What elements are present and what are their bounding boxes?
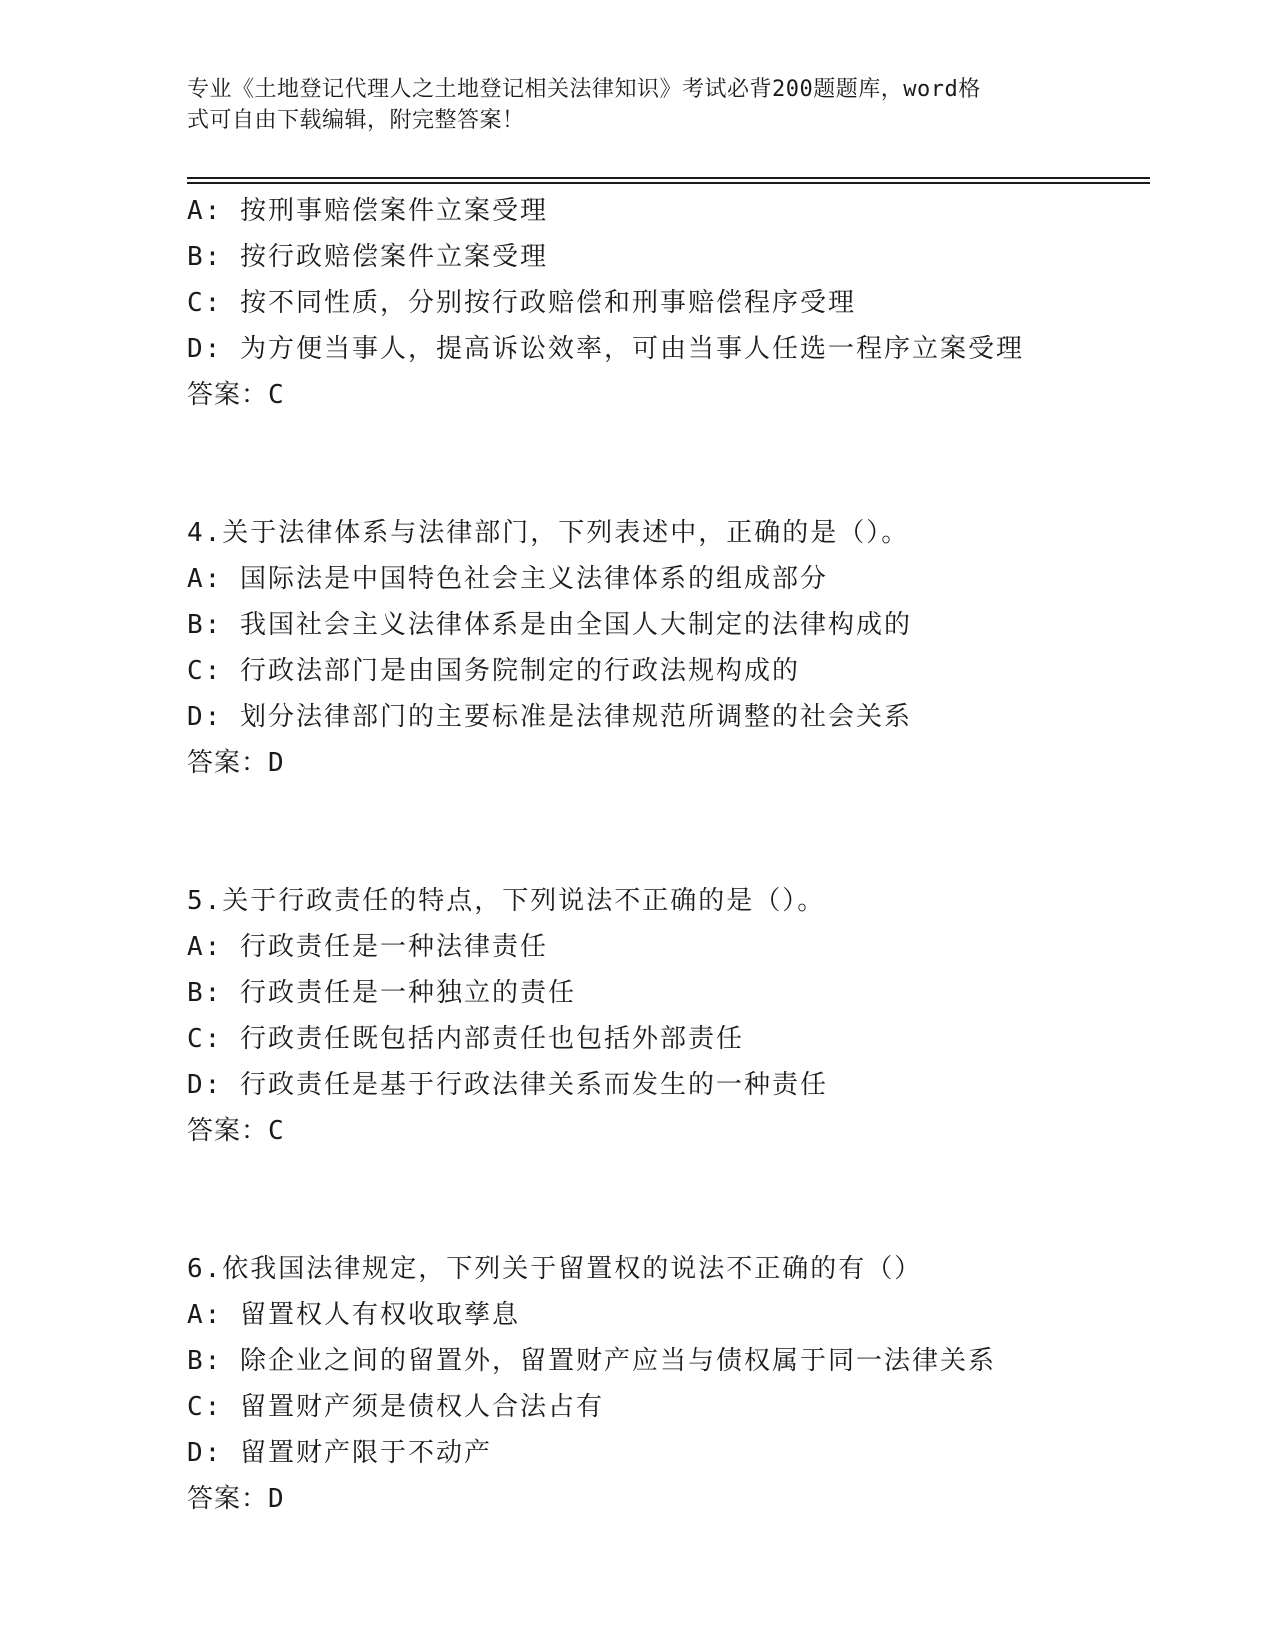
header-divider-bottom bbox=[187, 182, 1150, 184]
option-b: B: 除企业之间的留置外，留置财产应当与债权属于同一法律关系 bbox=[187, 1346, 996, 1376]
header-intro-line-1: 专业《土地登记代理人之土地登记相关法律知识》考试必背200题题库，word格 bbox=[187, 77, 981, 102]
document-header bbox=[187, 74, 1067, 136]
question-block-3 bbox=[187, 188, 1147, 418]
option-b: B: 行政责任是一种独立的责任 bbox=[187, 978, 576, 1008]
option-a: A: 行政责任是一种法律责任 bbox=[187, 932, 548, 962]
question-text: 4.关于法律体系与法律部门，下列表述中，正确的是（）。 bbox=[187, 518, 910, 548]
option-d: D: 留置财产限于不动产 bbox=[187, 1438, 492, 1468]
option-c: C: 行政责任既包括内部责任也包括外部责任 bbox=[187, 1024, 744, 1054]
question-list bbox=[187, 188, 1147, 1522]
answer: 答案：C bbox=[187, 380, 285, 410]
option-d: D: 行政责任是基于行政法律关系而发生的一种责任 bbox=[187, 1070, 828, 1100]
option-c: C: 行政法部门是由国务院制定的行政法规构成的 bbox=[187, 656, 800, 686]
option-a: A: 按刑事赔偿案件立案受理 bbox=[187, 196, 548, 226]
question-block-4 bbox=[187, 510, 1147, 786]
header-intro-line-2: 式可自由下载编辑，附完整答案！ bbox=[187, 108, 525, 133]
question-block-5 bbox=[187, 878, 1147, 1154]
option-c: C: 留置财产须是债权人合法占有 bbox=[187, 1392, 604, 1422]
answer: 答案：C bbox=[187, 1116, 285, 1146]
header-divider-top bbox=[187, 177, 1150, 179]
answer: 答案：D bbox=[187, 748, 285, 778]
question-text: 5.关于行政责任的特点，下列说法不正确的是（）。 bbox=[187, 886, 826, 916]
option-b: B: 按行政赔偿案件立案受理 bbox=[187, 242, 548, 272]
option-a: A: 留置权人有权收取孳息 bbox=[187, 1300, 520, 1330]
option-d: D: 划分法律部门的主要标准是法律规范所调整的社会关系 bbox=[187, 702, 912, 732]
option-b: B: 我国社会主义法律体系是由全国人大制定的法律构成的 bbox=[187, 610, 912, 640]
question-text: 6.依我国法律规定，下列关于留置权的说法不正确的有（） bbox=[187, 1254, 923, 1284]
option-c: C: 按不同性质，分别按行政赔偿和刑事赔偿程序受理 bbox=[187, 288, 856, 318]
answer: 答案：D bbox=[187, 1484, 285, 1514]
option-a: A: 国际法是中国特色社会主义法律体系的组成部分 bbox=[187, 564, 828, 594]
option-d: D: 为方便当事人，提高诉讼效率，可由当事人任选一程序立案受理 bbox=[187, 334, 1024, 364]
question-block-6 bbox=[187, 1246, 1147, 1522]
